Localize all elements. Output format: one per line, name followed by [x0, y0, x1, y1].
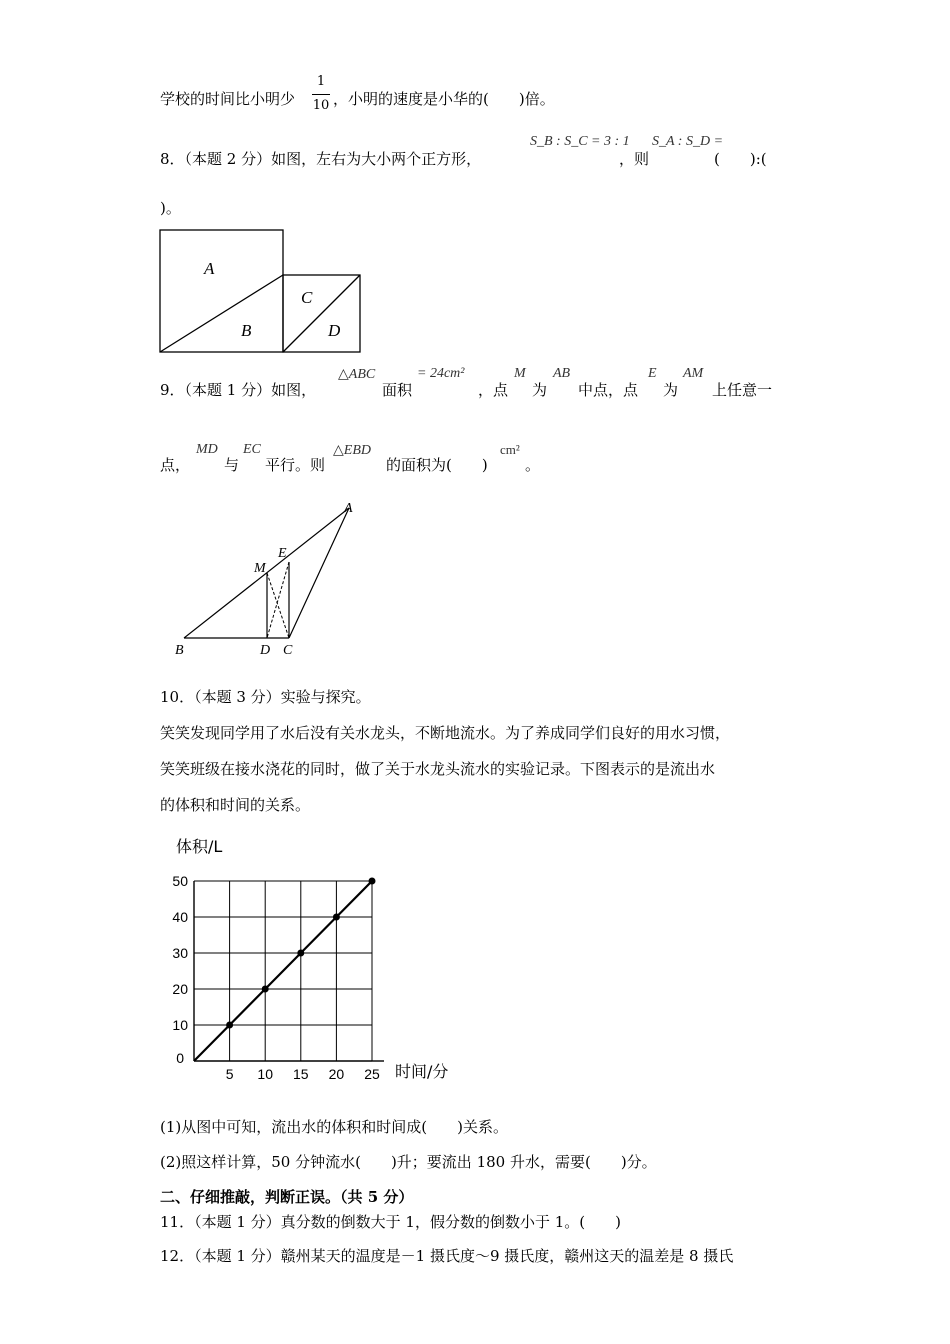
q7-frac-den: 10: [312, 98, 330, 113]
q10-para3: 的体积和时间的关系。: [160, 796, 311, 814]
section2-heading: 二、仔细推敲，判断正误。（共 5 分）: [160, 1188, 414, 1206]
q9-ec: EC: [243, 442, 261, 457]
label-d: D: [260, 643, 271, 658]
label-a: A: [204, 259, 215, 278]
q7-frac-bar: [312, 94, 330, 95]
x-tick-label: 25: [364, 1066, 380, 1082]
data-point: [226, 1022, 233, 1029]
label-c: C: [301, 288, 313, 307]
q9-prefix: 9．（本题 1 分）如图，: [160, 381, 317, 399]
q10-para1: 笑笑发现同学用了水后没有关水龙头，不断地流水。为了养成同学们良好的用水习惯，: [160, 724, 731, 742]
q9-e: E: [648, 366, 657, 381]
x-tick-label: 5: [225, 1066, 234, 1082]
q10-title: 10．（本题 3 分）实验与探究。: [160, 688, 371, 706]
volume-time-chart: [150, 830, 470, 1090]
q9-end: 。: [525, 456, 541, 474]
label-a: A: [344, 501, 353, 516]
q8-squares-figure: [158, 228, 364, 356]
chart-series: [194, 878, 376, 1062]
q10-sub1: (1)从图中可知，流出水的体积和时间成( )关系。: [160, 1118, 508, 1136]
q9-tri2: △EBD: [333, 443, 371, 458]
q10-sub2: (2)照这样计算，50 分钟流水( )升；要流出 180 升水，需要( )分。: [160, 1153, 657, 1171]
q8-mid: ，则: [619, 150, 650, 168]
data-point: [262, 986, 269, 993]
q9-unit: cm²: [500, 442, 520, 457]
data-point: [369, 878, 376, 885]
y-tick-label: 20: [172, 981, 188, 997]
x-tick-label: 15: [293, 1066, 309, 1082]
y-tick-label: 40: [172, 909, 188, 925]
x-axis-label: 时间/分: [395, 1062, 449, 1081]
dashed-ed: [267, 562, 289, 638]
label-c: C: [283, 643, 293, 658]
label-d: D: [328, 321, 341, 340]
y-tick-label: 50: [172, 873, 188, 889]
y-tick-label: 30: [172, 945, 188, 961]
q7-frac-num: 1: [316, 74, 326, 89]
q9-l2-a: 点，: [160, 456, 191, 474]
y-tick-label: 10: [172, 1017, 188, 1033]
q9-am: AM: [683, 366, 704, 381]
q9-parallel: 平行。则: [265, 456, 326, 474]
q9-area2: 的面积为( ): [386, 456, 488, 474]
q9-triangle-figure: [170, 496, 370, 662]
q9-m: M: [514, 366, 526, 381]
q8-blank: ( ):(: [714, 150, 767, 168]
label-m: M: [254, 561, 266, 576]
q9-tri: △ABC: [338, 367, 376, 382]
large-diagonal: [160, 275, 283, 352]
q9-point-word: ，点: [478, 381, 509, 399]
q9-md: MD: [196, 442, 218, 457]
y-axis-label: 体积/L: [176, 837, 223, 856]
q9-mid-word: 中点，点: [578, 381, 639, 399]
origin-label: 0: [176, 1050, 184, 1066]
q7-text-a: 学校的时间比小明少: [160, 90, 296, 108]
data-point: [297, 950, 304, 957]
large-square: [160, 230, 283, 352]
q9-area-val: = 24cm²: [417, 366, 465, 381]
q9-yu: 与: [224, 456, 240, 474]
q9-wei1: 为: [532, 381, 548, 399]
q12-text: 12．（本题 1 分）赣州某天的温度是－1 摄氏度～9 摄氏度，赣州这天的温差是 8 摄氏: [160, 1247, 734, 1265]
q8-ratio-ad: S_A : S_D =: [652, 134, 724, 149]
x-tick-label: 20: [328, 1066, 345, 1082]
q11-text: 11．（本题 1 分）真分数的倒数大于 1，假分数的倒数小于 1。( ): [160, 1213, 621, 1231]
q9-area-word: 面积: [382, 381, 413, 399]
x-tick-label: 10: [257, 1066, 273, 1082]
q9-any: 上任意一: [712, 381, 773, 399]
q9-wei2: 为: [663, 381, 679, 399]
label-b: B: [175, 643, 184, 658]
q8-prefix: 8．（本题 2 分）如图，左右为大小两个正方形，: [160, 150, 482, 168]
q10-para2: 笑笑班级在接水浇花的同时，做了关于水龙头流水的实验记录。下图表示的是流出水: [160, 760, 716, 778]
dashed-mc: [267, 573, 289, 638]
label-e: E: [278, 546, 287, 561]
q8-line2: )。: [160, 199, 181, 217]
side-ca: [289, 508, 349, 638]
q7-text-b: ，小明的速度是小华的( )倍。: [333, 90, 555, 108]
label-b: B: [241, 321, 252, 340]
data-point: [333, 914, 340, 921]
series-line: [194, 881, 372, 1061]
chart-grid: [194, 881, 384, 1061]
small-diagonal: [283, 275, 360, 352]
q8-ratio-bc: S_B : S_C = 3 : 1: [530, 134, 630, 149]
q9-ab: AB: [553, 366, 571, 381]
